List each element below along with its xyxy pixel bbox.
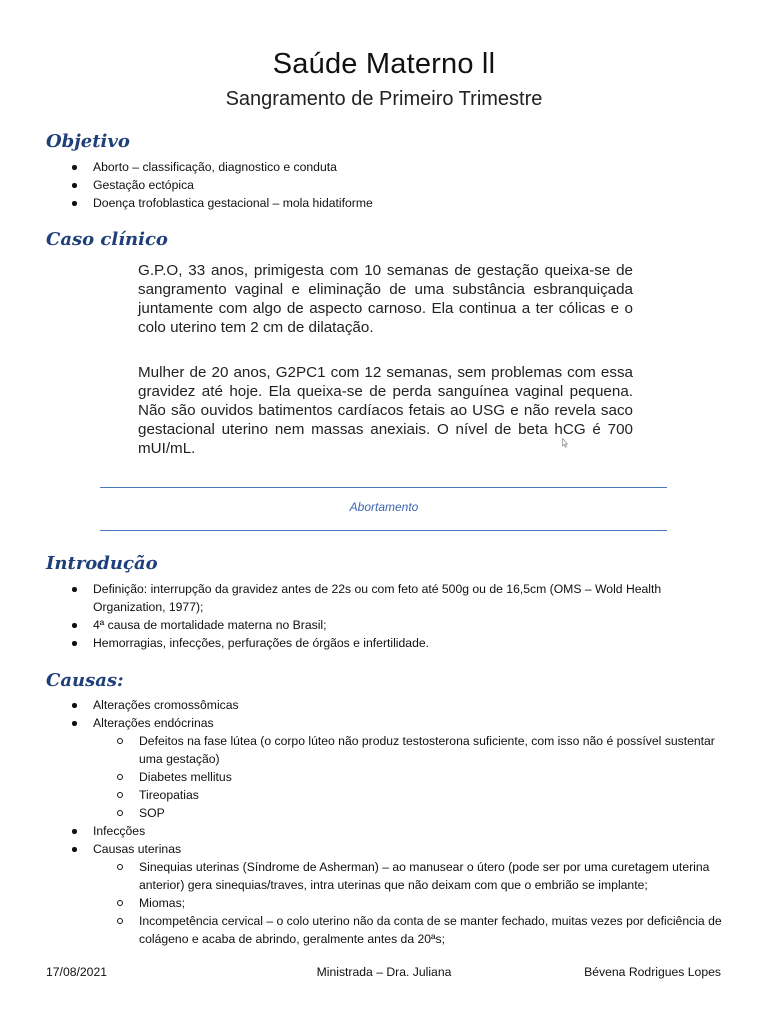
footer-author: Bévena Rodrigues Lopes bbox=[584, 965, 721, 979]
section-label-abortamento: Abortamento bbox=[349, 500, 419, 514]
list-item: Infecções bbox=[46, 822, 733, 840]
sub-list-item: Sinequias uterinas (Síndrome de Asherman) – ao manusear o útero (pode ser por uma curetagem uterina anterior) gera sinequias/traves, intra uterinas que não deixam com que o embrião se implante; bbox=[46, 858, 739, 894]
objetivo-list bbox=[46, 158, 733, 212]
document-subtitle: Sangramento de Primeiro Trimestre bbox=[225, 88, 543, 110]
sub-list-item: Miomas; bbox=[46, 894, 739, 912]
heading-caso-clinico: Caso clínico bbox=[46, 229, 168, 250]
heading-objetivo: Objetivo bbox=[46, 131, 130, 152]
heading-introducao: Introdução bbox=[46, 553, 158, 574]
list-item: Gestação ectópica bbox=[46, 176, 733, 194]
introducao-list bbox=[46, 580, 733, 652]
case-paragraph-1: G.P.O, 33 anos, primigesta com 10 semanas de gestação queixa-se de sangramento vaginal e eliminação de uma substância esbranquiçada juntamente com algo de aspecto carnoso. Ela continua a ter cólicas e o colo uterino tem 2 cm de dilatação. bbox=[138, 262, 633, 336]
list-item: Definição: interrupção da gravidez antes de 22s ou com feto até 500g ou de 16,5cm (OMS – Wold Health Organization, 1977); bbox=[46, 580, 733, 616]
sub-list-item: Incompetência cervical – o colo uterino não da conta de se manter fechado, muitas vezes por deficiência de colágeno e acaba de abrindo, geralmente antes da 20ªs; bbox=[46, 912, 739, 948]
causas-list bbox=[46, 696, 739, 948]
list-item: Causas uterinas bbox=[46, 840, 733, 858]
sub-list-item: SOP bbox=[46, 804, 739, 822]
list-item: Doença trofoblastica gestacional – mola hidatiforme bbox=[46, 194, 733, 212]
document-title: Saúde Materno ll bbox=[272, 48, 496, 80]
list-item: 4ª causa de mortalidade materna no Brasil; bbox=[46, 616, 733, 634]
sub-list-item: Defeitos na fase lútea (o corpo lúteo não produz testosterona suficiente, com isso não é possível sustentar uma gestação) bbox=[46, 732, 739, 768]
divider-bottom bbox=[100, 530, 667, 531]
list-item: Hemorragias, infecções, perfurações de órgãos e infertilidade. bbox=[46, 634, 733, 652]
case-paragraph-2: Mulher de 20 anos, G2PC1 com 12 semanas, sem problemas com essa gravidez até hoje. Ela queixa-se de perda sanguínea vaginal pequena. Não são ouvidos batimentos cardíacos fetais ao USG e não revela saco gestacional uterino nem massas anexiais. O nível de beta hCG é 700 mUI/mL. bbox=[138, 364, 633, 457]
heading-causas: Causas: bbox=[46, 670, 124, 691]
list-item: Aborto – classificação, diagnostico e conduta bbox=[46, 158, 733, 176]
footer-date: 17/08/2021 bbox=[46, 965, 107, 979]
sub-list-item: Diabetes mellitus bbox=[46, 768, 739, 786]
mouse-cursor-icon bbox=[562, 438, 568, 448]
list-item: Alterações endócrinas bbox=[46, 714, 733, 732]
divider-top bbox=[100, 487, 667, 488]
footer-lecturer: Ministrada – Dra. Juliana bbox=[316, 965, 452, 979]
list-item: Alterações cromossômicas bbox=[46, 696, 733, 714]
sub-list-item: Tireopatias bbox=[46, 786, 739, 804]
